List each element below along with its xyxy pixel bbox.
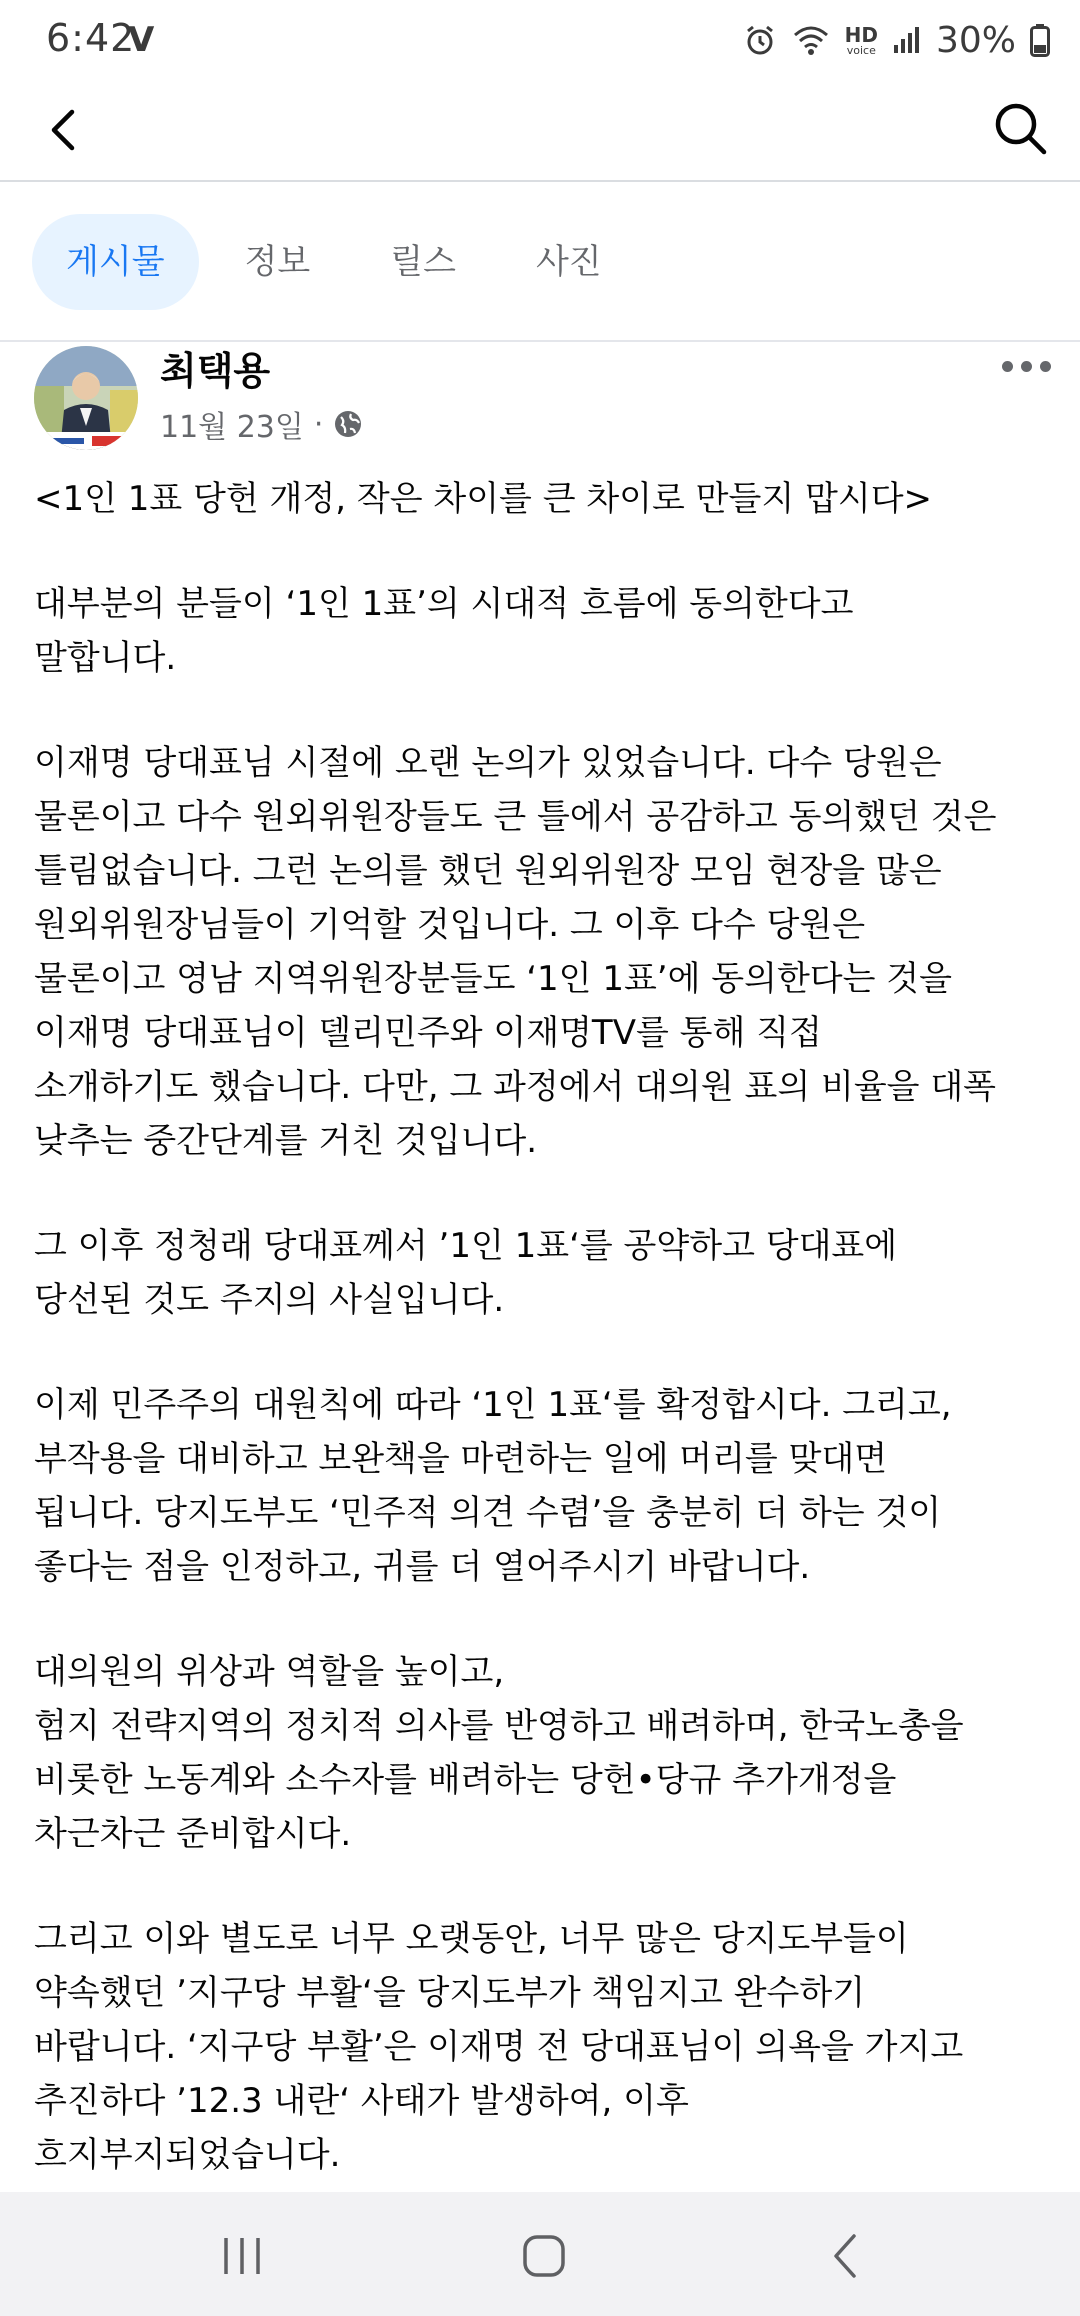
post-text-line: 약속했던 ’지구당 부활‘을 당지도부가 책임지고 완수하기 [34, 1973, 866, 2013]
tab-posts[interactable]: 게시물 [32, 214, 199, 310]
alarm-icon [743, 23, 777, 57]
post-text-line: 소개하기도 했습니다. 다만, 그 과정에서 대의원 표의 비율을 대폭 [34, 1067, 997, 1107]
paragraph-gap [34, 1168, 1054, 1219]
post-text-line: 낮추는 중간단계를 거친 것입니다. [34, 1121, 538, 1161]
nav-back-button[interactable] [806, 2226, 886, 2286]
status-icons [743, 16, 1050, 64]
paragraph-gap [34, 685, 1054, 736]
hd-voice-icon [844, 22, 878, 57]
post-text-line: 흐지부지되었습니다. [34, 2135, 341, 2175]
wifi-icon [791, 23, 831, 57]
recent-apps-button[interactable] [202, 2226, 282, 2286]
more-horizontal-icon [1002, 361, 1013, 372]
top-bar [0, 80, 1080, 182]
paragraph-gap [34, 1594, 1054, 1645]
post-text-line: 추진하다 ’12.3 내란‘ 사태가 발생하여, 이후 [34, 2081, 689, 2121]
search-button[interactable] [988, 96, 1052, 160]
more-options-button[interactable] [996, 352, 1056, 380]
battery-icon [1030, 23, 1050, 57]
post-text-line: 이재명 당대표님이 델리민주와 이재명TV를 통해 직접 [34, 1013, 822, 1053]
post-text-line: 이재명 당대표님 시절에 오랜 논의가 있었습니다. 다수 당원은 [34, 743, 942, 783]
post-text-line: 대의원의 위상과 역할을 높이고, [34, 1652, 505, 1692]
author-name[interactable]: 최택용 [160, 349, 271, 393]
globe-icon [333, 409, 363, 439]
paragraph-gap [34, 1861, 1054, 1912]
post-text-line: 대부분의 분들이 ‘1인 1표’의 시대적 흐름에 동의한다고 [34, 584, 854, 624]
post-text-line: 비롯한 노동계와 소수자를 배려하는 당헌•당규 추가개정을 [34, 1760, 897, 1800]
post-text-line: 물론이고 영남 지역위원장분들도 ‘1인 1표’에 동의한다는 것을 [34, 959, 952, 999]
post-text-line: 좋다는 점을 인정하고, 귀를 더 열어주시기 바랍니다. [34, 1547, 811, 1587]
chevron-left-icon [34, 98, 98, 162]
system-nav-bar [0, 2192, 1080, 2316]
back-arrow-icon [826, 2232, 866, 2280]
post-text-line: 원외위원장님들이 기억할 것입니다. 그 이후 다수 당원은 [34, 905, 866, 945]
post-text-line: <1인 1표 당헌 개정, 작은 차이를 큰 차이로 만들지 맙시다> [34, 479, 933, 519]
signal-icon [892, 25, 922, 55]
post-body [34, 472, 1054, 2182]
hd-label: HD [844, 22, 878, 47]
status-bar [0, 0, 1080, 80]
meta-separator: · [313, 406, 324, 442]
home-button[interactable] [504, 2226, 584, 2286]
post-text-line: 말합니다. [34, 638, 177, 678]
more-horizontal-icon [1040, 361, 1051, 372]
post-text-line: 차근차근 준비합시다. [34, 1814, 352, 1854]
tab-reels[interactable]: 릴스 [390, 242, 456, 282]
post-text-line: 부작용을 대비하고 보완책을 마련하는 일에 머리를 맞대면 [34, 1439, 888, 1479]
post-date[interactable]: 11월 23일 [160, 410, 304, 445]
post-text-line: 됩니다. 당지도부도 ‘민주적 의견 수렴’을 충분히 더 하는 것이 [34, 1493, 942, 1533]
post-text-line: 그리고 이와 별도로 너무 오랫동안, 너무 많은 당지도부들이 [34, 1919, 909, 1959]
search-icon [988, 96, 1052, 160]
avatar-photo [34, 346, 138, 450]
battery-percent: 30% [935, 19, 1016, 61]
paragraph-gap [34, 1327, 1054, 1378]
post-text-line: 그 이후 정청래 당대표께서 ’1인 1표‘를 공약하고 당대표에 [34, 1226, 898, 1266]
status-time: 6:42 [46, 16, 136, 60]
post-meta [160, 402, 363, 446]
post-text-line: 물론이고 다수 원외위원장들도 큰 틀에서 공감하고 동의했던 것은 [34, 797, 997, 837]
more-horizontal-icon [1021, 361, 1032, 372]
post-text-line: 당선된 것도 주지의 사실입니다. [34, 1280, 505, 1320]
voice-label: voice [846, 43, 876, 57]
paragraph-gap [34, 526, 1054, 577]
tab-photos[interactable]: 사진 [535, 242, 602, 282]
profile-tabs [32, 214, 648, 310]
tab-about[interactable]: 정보 [244, 242, 311, 282]
back-button[interactable] [34, 98, 98, 162]
post-text-line: 험지 전략지역의 정치적 의사를 반영하고 배려하며, 한국노총을 [34, 1706, 964, 1746]
home-icon [521, 2233, 567, 2279]
avatar[interactable] [34, 346, 138, 450]
post-text-line: 바랍니다. ‘지구당 부활’은 이재명 전 당대표님이 의욕을 가지고 [34, 2027, 964, 2067]
post-text-line: 틀림없습니다. 그런 논의를 했던 원외위원장 모임 현장을 많은 [34, 851, 942, 891]
recent-apps-icon [218, 2234, 266, 2278]
app-notification-icon: V [128, 20, 155, 60]
post-text-line: 이제 민주주의 대원칙에 따라 ‘1인 1표‘를 확정합시다. 그리고, [34, 1385, 952, 1425]
